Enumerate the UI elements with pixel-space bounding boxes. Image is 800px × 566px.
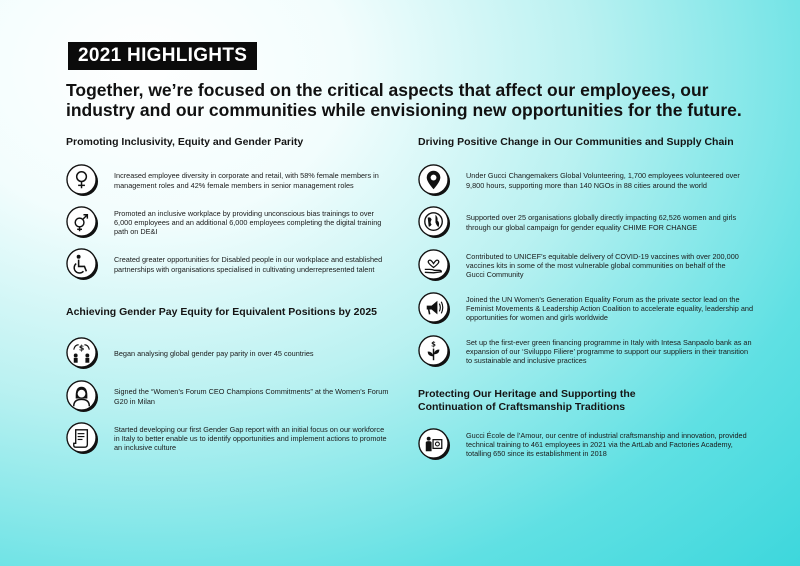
- svg-text:$: $: [431, 340, 436, 349]
- item-text: Gucci École de l’Amour, our centre of industrial craftsmanship and innovation, provided technical training to 461 employees in 2021 via the ArtLab and Factories Academy, totalling 650 since its establishment in 2018: [466, 430, 747, 459]
- list-item: [66, 248, 389, 281]
- section-title-heritage-line1: Protecting Our Heritage and Supporting the: [418, 388, 636, 400]
- svg-text:$: $: [78, 343, 85, 353]
- woman-avatar-icon: [66, 380, 99, 413]
- item-text: Began analysing global gender pay parity in over 45 countries: [114, 348, 314, 358]
- list-item: [66, 422, 389, 455]
- item-text: Increased employee diversity in corporate and retail, with 58% female members in management roles and 42% female members in senior management roles: [114, 171, 379, 190]
- accessibility-icon: [66, 248, 99, 281]
- section-title-heritage-line2: Continuation of Craftsmanship Traditions: [418, 401, 626, 413]
- report-scroll-icon: [66, 422, 99, 455]
- location-pin-icon: [418, 164, 451, 197]
- highlights-badge: 2021 HIGHLIGHTS: [68, 42, 257, 70]
- item-text: Supported over 25 organisations globally directly impacting 62,526 women and girls through our global campaign for gender equality CHIME FOR CHANGE: [466, 213, 737, 232]
- item-text: Joined the UN Women’s Generation Equality Forum as the private sector lead on the Feminist Movements & Leadership Action Coalition to accelerate equality, leadership and opportunities for women and girls worldwide: [466, 294, 754, 323]
- gender-symbol-icon: [66, 206, 99, 239]
- list-item: [66, 164, 389, 197]
- list-item: [418, 335, 756, 368]
- female-symbol-icon: [66, 164, 99, 197]
- list-item: [418, 249, 746, 282]
- list-item: [418, 206, 746, 239]
- item-text: Contributed to UNICEF’s equitable delivery of COVID-19 vaccines with over 200,000 vaccines kits in some of the most vulnerable global communities on behalf of the Gucci Community: [466, 251, 739, 280]
- item-text: Set up the first-ever green financing programme in Italy with Intesa Sanpaolo bank as an expansion of our ‘Sviluppo Filiere’ programme to support our suppliers in their transition to sustainable and inclusive practices: [466, 337, 752, 366]
- growth-plant-icon: [418, 335, 451, 368]
- hand-heart-icon: [418, 249, 451, 282]
- item-text: Under Gucci Changemakers Global Volunteering, 1,700 employees volunteered over 9,800 hours, supporting more than 140 NGOs in 88 cities around the world: [466, 171, 740, 190]
- item-text: Signed the “Women’s Forum CEO Champions Commitments” at the Women’s Forum G20 in Milan: [114, 387, 389, 406]
- item-text: Created greater opportunities for Disabled people in our workplace and established partnerships with organisations specialised in cultivating underrepresented talent: [114, 255, 383, 274]
- section-title-pay-equity: Achieving Gender Pay Equity for Equivalent Positions by 2025: [66, 306, 378, 318]
- pay-parity-icon: [66, 337, 99, 370]
- section-title-communities: Driving Positive Change in Our Communities and Supply Chain: [418, 136, 734, 148]
- list-item: [418, 292, 756, 325]
- section-title-inclusivity: Promoting Inclusivity, Equity and Gender Parity: [66, 136, 304, 148]
- megaphone-icon: [418, 292, 451, 325]
- list-item: [418, 428, 756, 461]
- list-item: [66, 206, 389, 239]
- item-text: Promoted an inclusive workplace by providing unconscious bias trainings to over 6,000 employees and an additional 6,000 employees completing the digital training path on DE&I: [114, 208, 382, 237]
- list-item: [66, 380, 389, 413]
- item-text: Started developing our first Gender Gap report with an initial focus on our workforce in Italy to better enable us to identify opportunities and implement actions to promote an inclusive culture: [114, 424, 387, 453]
- globe-icon: [418, 206, 451, 239]
- craftsman-icon: [418, 428, 451, 461]
- headline: Together, we’re focused on the critical aspects that affect our employees, our industry and our communities while envisioning new opportunities for the future.: [66, 80, 742, 120]
- list-item: [66, 337, 389, 370]
- list-item: [418, 164, 746, 197]
